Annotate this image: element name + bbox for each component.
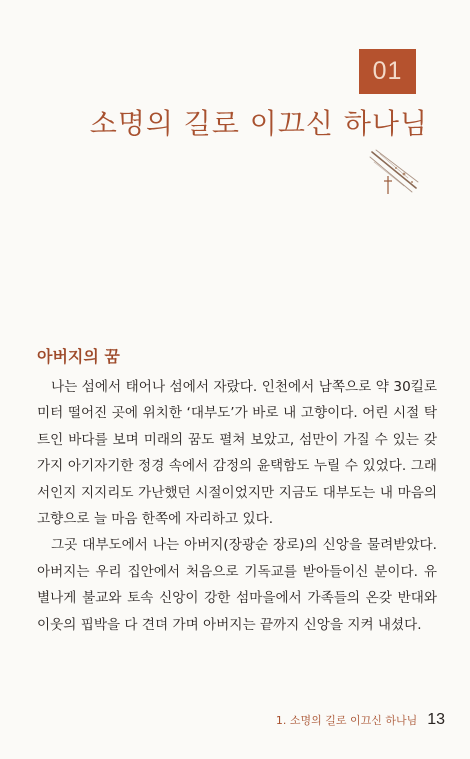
chapter-title: 소명의 길로 이끄신 하나님: [89, 107, 428, 140]
section-heading: 아버지의 꿈: [37, 347, 120, 366]
running-head: 1. 소명의 길로 이끄신 하나님: [275, 714, 418, 727]
body-text: [37, 374, 437, 638]
page-footer: [276, 711, 445, 729]
cross-ornament-icon: [368, 148, 422, 198]
paragraph-1: 나는 섬에서 태어나 섬에서 자랐다. 인천에서 남쪽으로 약 30킬로미터 떨어진 곳에 위치한 ‘대부도’가 바로 내 고향이다. 어린 시절 탁 트인 바다를 보며 미래의 꿈도 펼쳐 보았고, 섬만이 가질 수 있는 갖가지 아기자기한 정경 속에서 감정의 윤택함도 누릴 수 있었다. 그래서인지 지지리도 가난했던 시절이었지만 지금도 대부도는 내 마음의 고향으로 늘 마음 한쪽에 자리하고 있다.: [37, 379, 437, 528]
page-number: 13: [427, 711, 445, 728]
paragraph-2: 그곳 대부도에서 나는 아버지(장광순 장로)의 신앙을 물려받았다. 아버지는 우리 집안에서 처음으로 기독교를 받아들이신 분이다. 유별나게 불교와 토속 신앙이 강한 섬마을에서 가족들의 온갖 반대와 이웃의 핍박을 다 견뎌 가며 아버지는 끝까지 신앙을 지켜 내셨다.: [37, 537, 437, 633]
chapter-badge: 01: [359, 49, 416, 94]
